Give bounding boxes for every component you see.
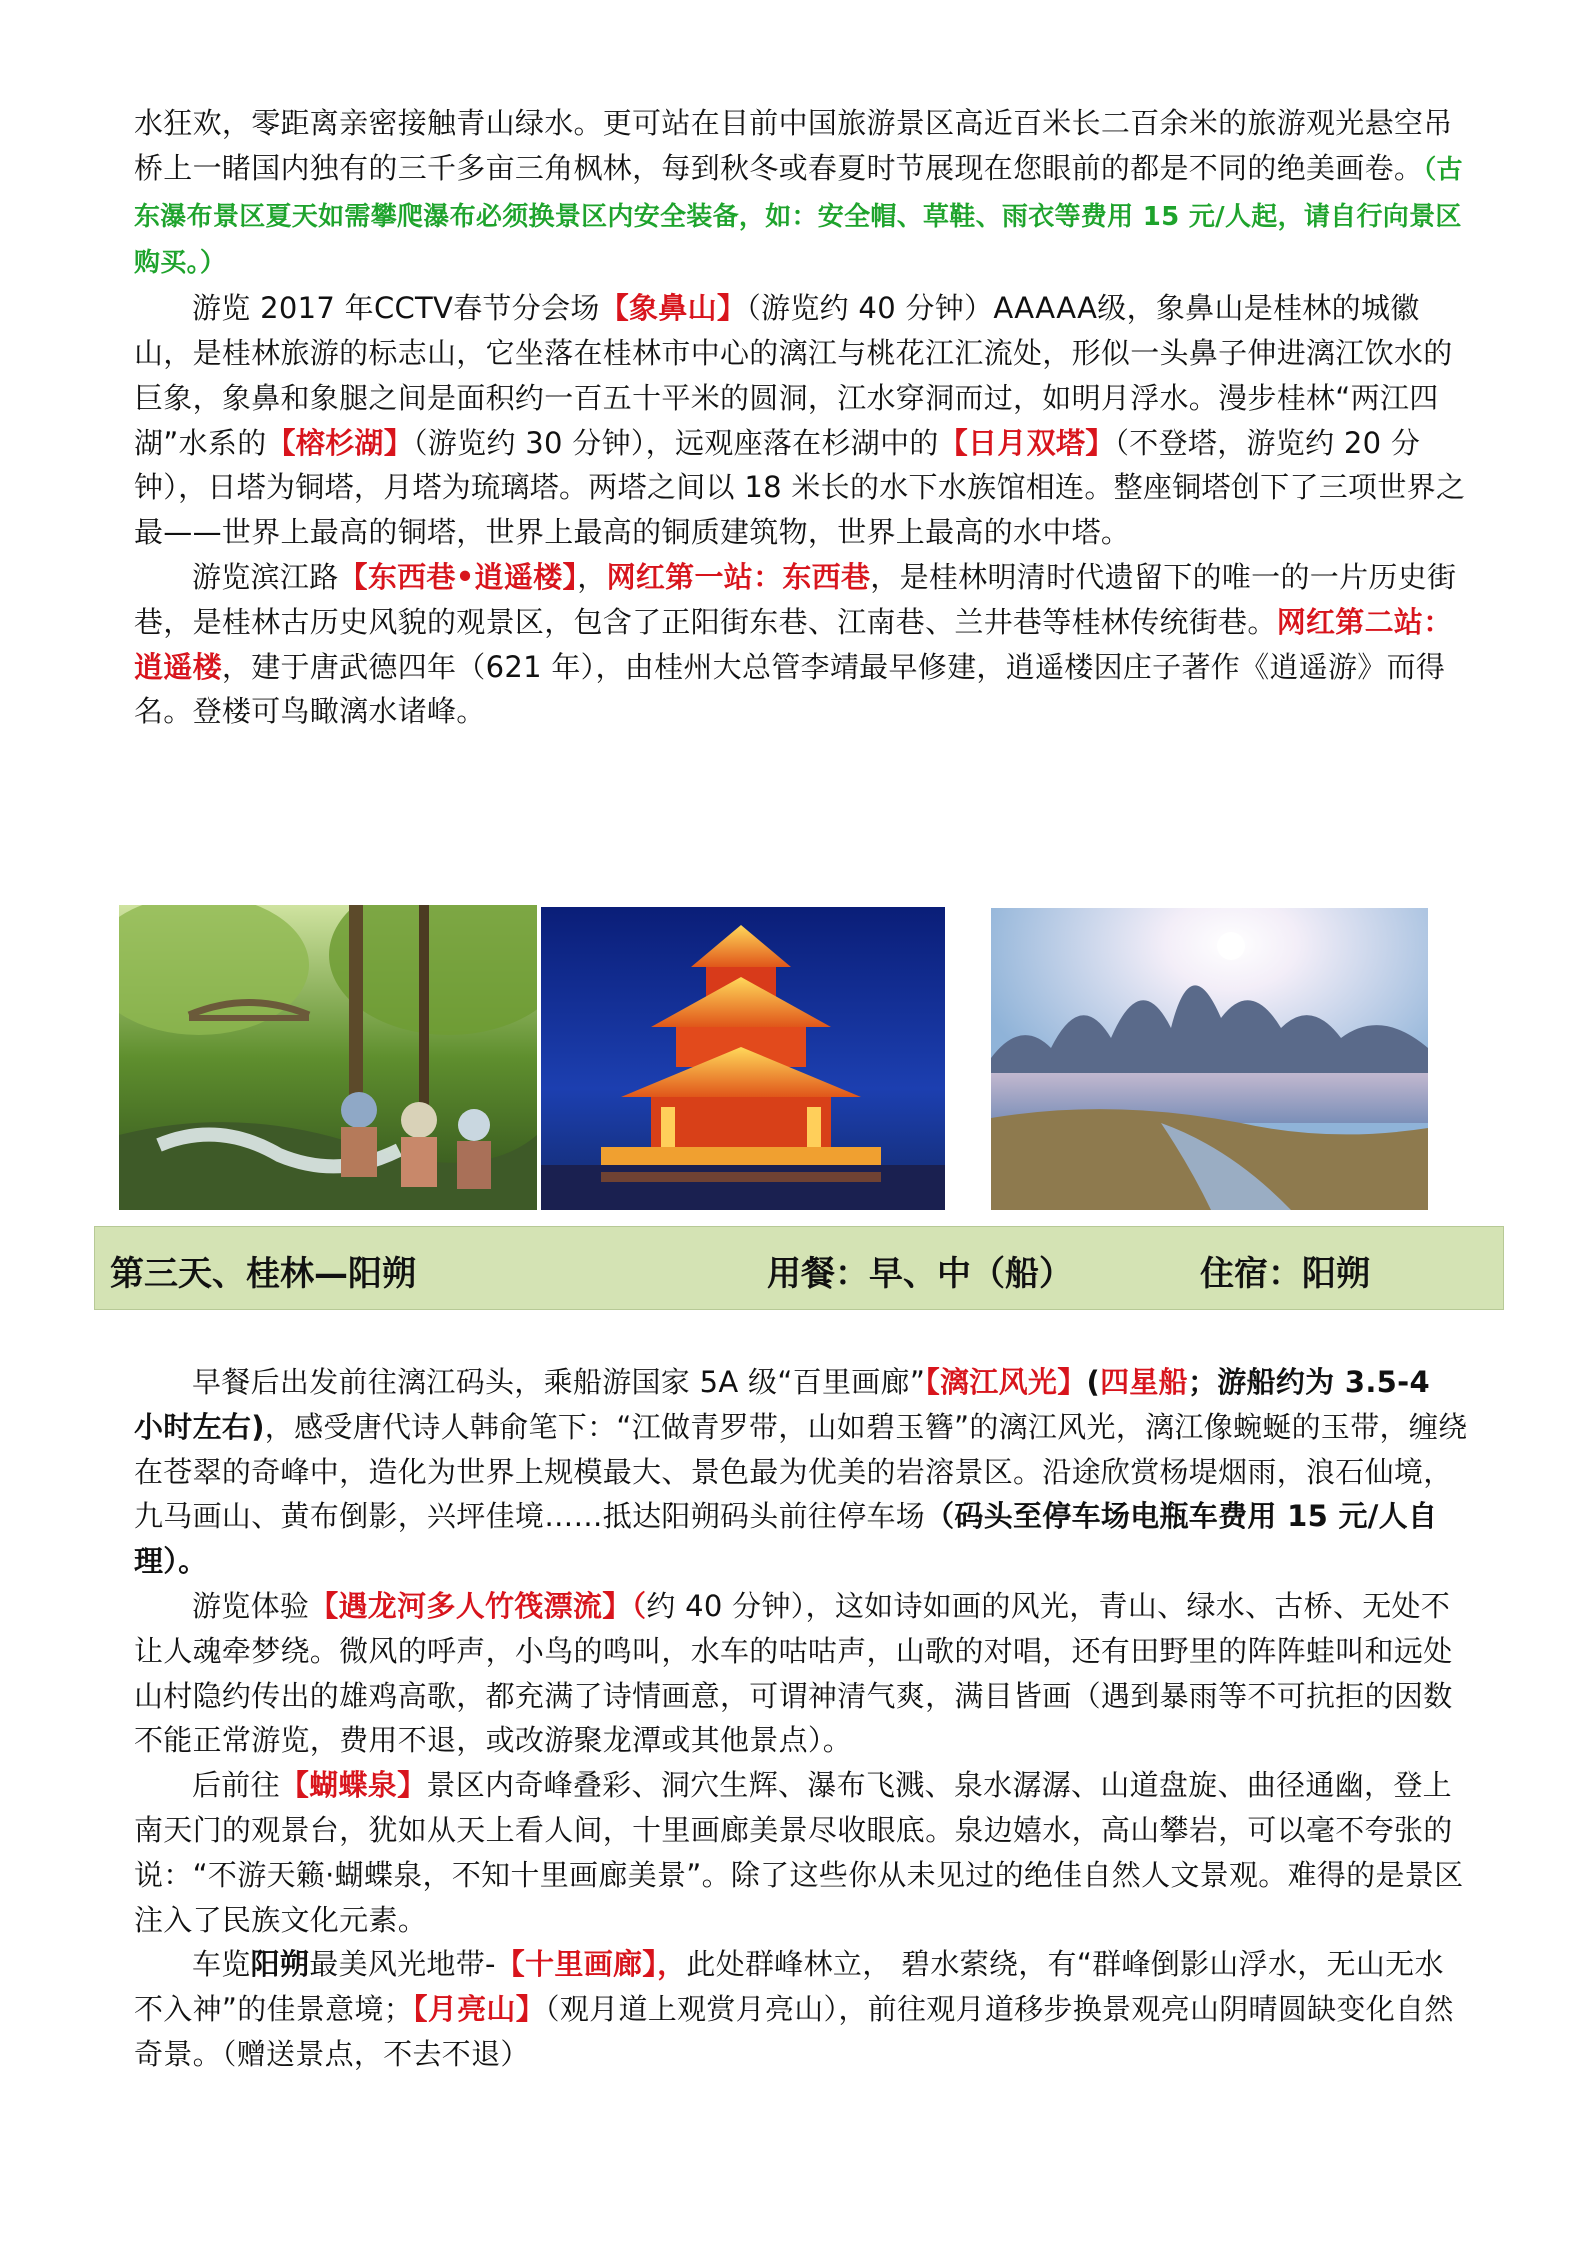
shuttle-fee-note: （码头至停车场电瓶车费用 15 元/人自理）。 (134, 1499, 1438, 1579)
paragraph-dongxi-lane: 游览滨江路【东西巷•逍遥楼】，网红第一站：东西巷，是桂林明清时代遗留下的唯一的一片历史街巷，是桂林古历史风貌的观景区，包含了正阳街东巷、江南巷、兰井巷等桂林传统街巷。网红第二站：逍遥楼，建于唐武德四年（621 年），由桂州大总管李靖最早修建，逍遥楼因庄子著作《逍遥游》而得名。登楼可鸟瞰漓水诸峰。 (134, 559, 1457, 729)
highlight-elephant-hill: 【象鼻山】 (599, 291, 747, 326)
highlight-four-star-boat: 四星船 (1100, 1365, 1188, 1399)
safety-note: （古东瀑布景区夏天如需攀爬瀑布必须换景区内安全装备，如：安全帽、草鞋、雨衣等费用 15 元/人起，请自行向景区购买。） (134, 154, 1463, 279)
paragraph-li-river: 早餐后出发前往漓江码头，乘船游国家 5A 级“百里画廊”【漓江风光】(四星船；游船约为 3.5-4 小时左右)，感受唐代诗人韩俞笔下：“江做青罗带，山如碧玉簪”的漓江风光，漓江像蜿蜒的玉带，缠绕在苍翠的奇峰中，造化为世界上规模最大、景色最为优美的岩溶景区。沿途欣赏杨堤烟雨，浪石仙境，九马画山、黄布倒影，兴坪佳境……抵达阳朔码头前往停车场（码头至停车场电瓶车费用 15 元/人自理）。 (134, 1365, 1468, 1579)
text-block-bottom (134, 1360, 1469, 2077)
photo-waterfall-forest (119, 905, 537, 1210)
photo-karst-river (991, 908, 1428, 1210)
paragraph-elephant-hill: 游览 2017 年CCTV春节分会场【象鼻山】（游览约 40 分钟）AAAAA级，象鼻山是桂林的城徽山，是桂林旅游的标志山，它坐落在桂林市中心的漓江与桃花江汇流处，形似一头鼻子伸进漓江饮水的巨象，象鼻和象腿之间是面积约一百五十平米的圆洞，江水穿洞而过，如明月浮水。漫步桂林“两江四湖”水系的【榕杉湖】（游览约 30 分钟），远观座落在杉湖中的【日月双塔】（不登塔，游览约 20 分钟），日塔为铜塔，月塔为琉璃塔。两塔之间以 18 米长的水下水族馆相连。整座铜塔创下了三项世界之最——世界上最高的铜塔，世界上最高的铜质建筑物，世界上最高的水中塔。 (134, 291, 1466, 550)
paragraph-ten-mile-gallery: 车览阳朔最美风光地带-【十里画廊】，此处群峰林立， 碧水萦绕，有“群峰倒影山浮水，无山无水不入神”的佳景意境；【月亮山】（观月道上观赏月亮山），前往观月道移步换景观亮山阴晴圆缺变化自然奇景。（赠送景点，不去不退） (134, 1947, 1454, 2071)
highlight-first-stop: 网红第一站：东西巷 (606, 559, 871, 594)
highlight-butterfly-spring: 【蝴蝶泉】 (279, 1768, 427, 1803)
highlight-li-river: 【漓江风光】 (925, 1365, 1087, 1399)
text-block-top (134, 101, 1469, 734)
day-three-header (94, 1226, 1504, 1310)
highlight-rongshan-lake: 【榕杉湖】 (266, 425, 414, 460)
highlight-second-stop: 网红第二站：逍遥楼 (134, 604, 1453, 684)
highlight-sun-moon-towers: 【日月双塔】 (938, 425, 1115, 460)
highlight-moon-hill: 【月亮山】 (413, 1992, 546, 2027)
meals-info: 用餐：早、中（船） (767, 1254, 1073, 1294)
paragraph-gudong-waterfall: 水狂欢，零距离亲密接触青山绿水。更可站在目前中国旅游景区高近百米长二百余米的旅游观光悬空吊桥上一睹国内独有的三千多亩三角枫林，每到秋冬或春夏时节展现在您眼前的都是不同的绝美画卷。（古东瀑布景区夏天如需攀爬瀑布必须换景区内安全装备，如：安全帽、草鞋、雨衣等费用 15 元/人起，请自行向景区购买。） (134, 106, 1463, 279)
paragraph-butterfly-spring: 后前往【蝴蝶泉】景区内奇峰叠彩、洞穴生辉、瀑布飞溅、泉水潺潺、山道盘旋、曲径通幽，登上南天门的观景台，犹如从天上看人间，十里画廊美景尽收眼底。泉边嬉水，高山攀岩，可以毫不夸张的说：“不游天籁·蝴蝶泉，不知十里画廊美景”。除了这些你从未见过的绝佳自然人文景观。难得的是景区注入了民族文化元素。 (134, 1768, 1464, 1937)
paragraph-yulong-rafting: 游览体验【遇龙河多人竹筏漂流】（约 40 分钟），这如诗如画的风光，青山、绿水、古桥、无处不让人魂牵梦绕。微风的呼声，小鸟的鸣叫，水车的咕咕声，山歌的对唱，还有田野里的阵阵蛙叫和远处山村隐约传出的雄鸡高歌，都充满了诗情画意，可谓神清气爽，满目皆画（遇到暴雨等不可抗拒的因数不能正常游览，费用不退，或改游聚龙潭或其他景点）。 (134, 1588, 1453, 1758)
highlight-yulong-river: 【遇龙河多人竹筏漂流】（ (309, 1588, 647, 1623)
lodging-info: 住宿：阳朔 (1200, 1254, 1370, 1294)
highlight-ten-mile-gallery: 【十里画廊】， (495, 1947, 687, 1982)
highlight-dongxi-xiaoyao: 【东西巷•逍遥楼】 (338, 559, 578, 594)
day-title: 第三天、桂林—阳朔 (110, 1254, 416, 1294)
photo-pavilion-night (541, 907, 945, 1210)
